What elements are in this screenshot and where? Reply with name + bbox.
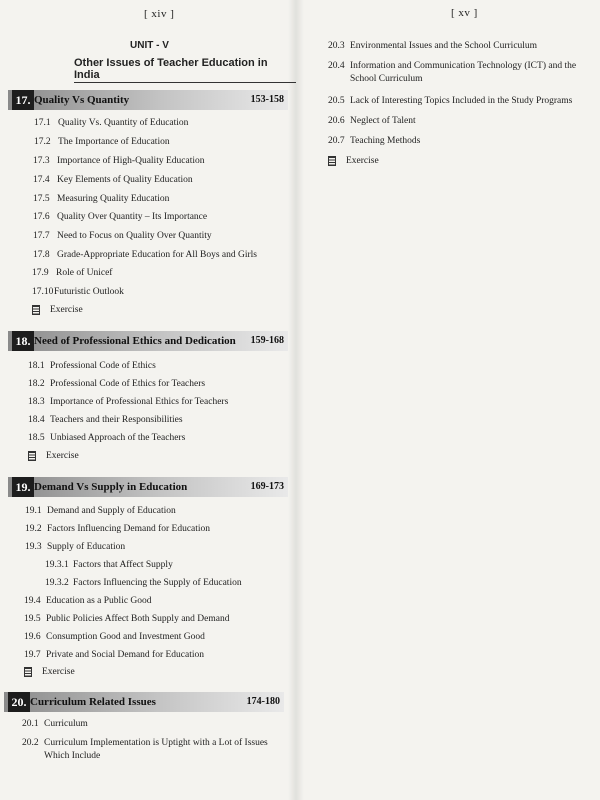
chapter-pages: 159-168	[250, 335, 284, 346]
chapter-number: 20.	[8, 692, 30, 712]
toc-item: 17.10Futuristic Outlook	[32, 287, 124, 297]
exercise-icon	[24, 667, 32, 677]
right-page	[296, 0, 600, 800]
toc-item: 20.1 Curriculum	[22, 719, 88, 729]
toc-item: 17.7 Need to Focus on Quality Over Quantity	[33, 231, 212, 241]
toc-item: 17.3 Importance of High-Quality Education	[33, 156, 205, 166]
exercise-item: Exercise	[24, 666, 75, 678]
toc-item: 17.9 Role of Unicef	[32, 268, 113, 278]
toc-item: 19.3 Supply of Education	[25, 542, 126, 552]
toc-item: 19.1 Demand and Supply of Education	[25, 506, 176, 516]
exercise-item: Exercise	[28, 450, 79, 462]
unit-label: UNIT - V	[130, 40, 169, 51]
chapter-20-header	[4, 692, 284, 712]
exercise-icon	[328, 156, 336, 166]
toc-item: 19.6 Consumption Good and Investment Good	[24, 632, 205, 642]
toc-item: 18.3 Importance of Professional Ethics for Teachers	[28, 397, 229, 407]
toc-item: 20.5 Lack of Interesting Topics Included in the Study Programs	[328, 96, 573, 106]
exercise-item: Exercise	[32, 304, 83, 316]
toc-subitem: 19.3.1 Factors that Affect Supply	[45, 560, 173, 570]
toc-item-continuation: Which Include	[44, 751, 101, 761]
left-page	[0, 0, 296, 800]
toc-item: 19.4 Education as a Public Good	[24, 596, 152, 606]
toc-item: 18.1 Professional Code of Ethics	[28, 361, 156, 371]
exercise-icon	[28, 451, 36, 461]
left-page-number: [ xiv ]	[144, 8, 175, 20]
toc-item: 20.4 Information and Communication Technology (ICT) and the	[328, 61, 577, 71]
unit-title: Other Issues of Teacher Education in India	[74, 57, 296, 83]
toc-subitem: 19.3.2 Factors Influencing the Supply of Education	[45, 578, 242, 588]
toc-item: 20.7 Teaching Methods	[328, 136, 421, 146]
chapter-17-header	[8, 90, 288, 110]
exercise-item: Exercise	[328, 155, 379, 167]
chapter-pages: 169-173	[250, 481, 284, 492]
chapter-title: Need of Professional Ethics and Dedication	[34, 335, 236, 347]
right-page-number: [ xv ]	[451, 7, 478, 19]
toc-item: 19.5 Public Policies Affect Both Supply and Demand	[24, 614, 230, 624]
chapter-number: 19.	[12, 477, 34, 497]
chapter-number: 17.	[12, 90, 34, 110]
chapter-title: Demand Vs Supply in Education	[34, 481, 188, 493]
exercise-icon	[32, 305, 40, 315]
toc-item: 18.4 Teachers and their Responsibilities	[28, 415, 183, 425]
toc-item: 20.3 Environmental Issues and the School Curriculum	[328, 41, 538, 51]
chapter-title: Curriculum Related Issues	[30, 696, 156, 708]
toc-item: 19.2 Factors Influencing Demand for Education	[25, 524, 211, 534]
toc-item: 19.7 Private and Social Demand for Education	[24, 650, 205, 660]
toc-item: 17.1 Quality Vs. Quantity of Education	[34, 118, 189, 128]
chapter-19-header	[8, 477, 288, 497]
toc-item: 17.8 Grade-Appropriate Education for All Boys and Girls	[33, 250, 257, 260]
toc-item-continuation: School Curriculum	[350, 74, 423, 84]
chapter-pages: 153-158	[250, 94, 284, 105]
chapter-title: Quality Vs Quantity	[34, 94, 130, 106]
toc-item: 17.2 The Importance of Education	[34, 137, 170, 147]
chapter-number: 18.	[12, 331, 34, 351]
toc-item: 17.4 Key Elements of Quality Education	[33, 175, 193, 185]
toc-item: 20.2 Curriculum Implementation is Uptight with a Lot of Issues	[22, 738, 268, 748]
chapter-18-header	[8, 331, 288, 351]
toc-item: 17.5 Measuring Quality Education	[33, 194, 170, 204]
chapter-pages: 174-180	[246, 696, 280, 707]
toc-item: 20.6 Neglect of Talent	[328, 116, 416, 126]
toc-item: 18.2 Professional Code of Ethics for Teachers	[28, 379, 206, 389]
toc-item: 18.5 Unbiased Approach of the Teachers	[28, 433, 186, 443]
toc-item: 17.6 Quality Over Quantity – Its Importance	[33, 212, 208, 222]
